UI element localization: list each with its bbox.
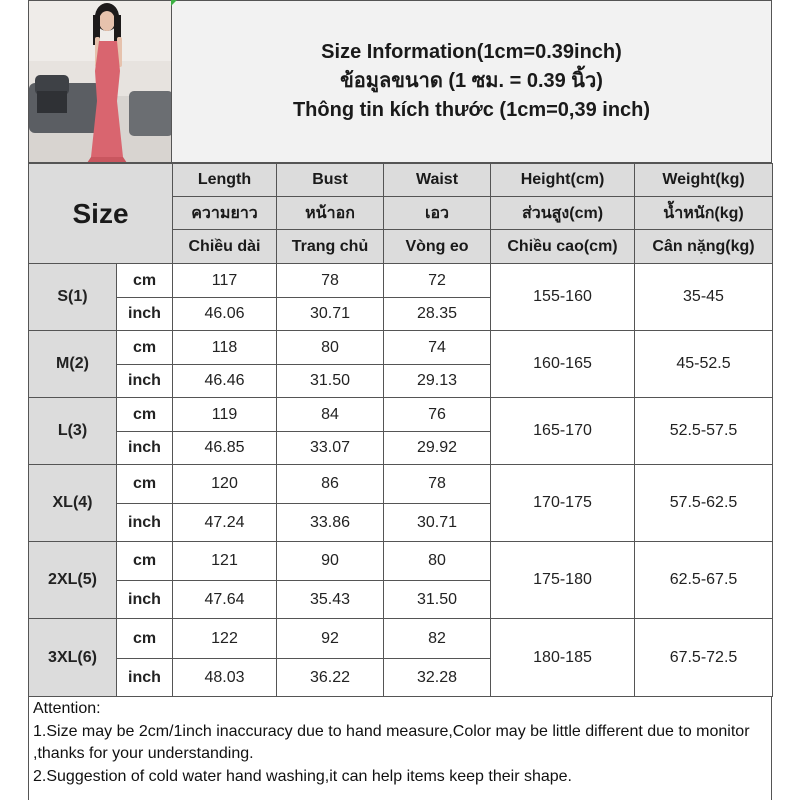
bust-cm: 86: [277, 465, 384, 504]
size-chart: [28, 0, 772, 800]
bust-cm: 92: [277, 619, 384, 659]
size-label: 3XL(6): [29, 619, 117, 697]
table-row: [29, 398, 773, 432]
length-cm: 119: [173, 398, 277, 432]
bust-cm: 90: [277, 542, 384, 581]
bust-inch: 36.22: [277, 659, 384, 697]
length-inch: 48.03: [173, 659, 277, 697]
size-label: L(3): [29, 398, 117, 465]
table-row: [29, 465, 773, 504]
table-row: [29, 619, 773, 659]
unit-inch: inch: [117, 581, 173, 619]
bust-inch: 30.71: [277, 298, 384, 331]
unit-cm: cm: [117, 619, 173, 659]
weight-range: 35-45: [635, 264, 773, 331]
attention-note-2: 2.Suggestion of cold water hand washing,it can help items keep their shape.: [33, 767, 572, 785]
bust-inch: 33.86: [277, 504, 384, 542]
unit-inch: inch: [117, 659, 173, 697]
size-label: M(2): [29, 331, 117, 398]
column-height-en: Height(cm): [491, 164, 635, 197]
waist-inch: 32.28: [384, 659, 491, 697]
waist-inch: 29.92: [384, 432, 491, 465]
unit-inch: inch: [117, 298, 173, 331]
unit-cm: cm: [117, 465, 173, 504]
weight-range: 62.5-67.5: [635, 542, 773, 619]
size-information-title: [172, 0, 772, 163]
column-bust-th: หน้าอก: [277, 197, 384, 230]
column-waist-vi: Vòng eo: [384, 230, 491, 264]
column-waist-th: เอว: [384, 197, 491, 230]
table-row: [29, 542, 773, 581]
column-waist-en: Waist: [384, 164, 491, 197]
height-range: 170-175: [491, 465, 635, 542]
height-range: 180-185: [491, 619, 635, 697]
size-label: XL(4): [29, 465, 117, 542]
table-row: [29, 331, 773, 365]
waist-cm: 80: [384, 542, 491, 581]
length-cm: 117: [173, 264, 277, 298]
waist-cm: 82: [384, 619, 491, 659]
bust-inch: 35.43: [277, 581, 384, 619]
attention-notes: [28, 697, 772, 800]
height-range: 155-160: [491, 264, 635, 331]
waist-cm: 74: [384, 331, 491, 365]
column-height-vi: Chiều cao(cm): [491, 230, 635, 264]
waist-inch: 31.50: [384, 581, 491, 619]
height-range: 160-165: [491, 331, 635, 398]
column-height-th: ส่วนสูง(cm): [491, 197, 635, 230]
weight-range: 45-52.5: [635, 331, 773, 398]
waist-cm: 76: [384, 398, 491, 432]
column-length-vi: Chiều dài: [173, 230, 277, 264]
length-inch: 46.46: [173, 365, 277, 398]
column-weight-en: Weight(kg): [635, 164, 773, 197]
size-column-title: Size: [29, 164, 173, 264]
length-inch: 46.06: [173, 298, 277, 331]
length-cm: 122: [173, 619, 277, 659]
column-weight-vi: Cân nặng(kg): [635, 230, 773, 264]
waist-inch: 28.35: [384, 298, 491, 331]
column-weight-th: น้ำหนัก(kg): [635, 197, 773, 230]
header-row-english: [29, 164, 773, 197]
unit-inch: inch: [117, 432, 173, 465]
column-length-th: ความยาว: [173, 197, 277, 230]
weight-range: 67.5-72.5: [635, 619, 773, 697]
unit-cm: cm: [117, 331, 173, 365]
length-cm: 118: [173, 331, 277, 365]
title-thai: ข้อมูลขนาด (1 ซม. = 0.39 นิ้ว): [340, 70, 603, 92]
length-inch: 47.24: [173, 504, 277, 542]
unit-inch: inch: [117, 365, 173, 398]
length-inch: 46.85: [173, 432, 277, 465]
bust-cm: 78: [277, 264, 384, 298]
size-label: 2XL(5): [29, 542, 117, 619]
waist-cm: 72: [384, 264, 491, 298]
length-cm: 121: [173, 542, 277, 581]
table-row: [29, 264, 773, 298]
height-range: 165-170: [491, 398, 635, 465]
unit-cm: cm: [117, 264, 173, 298]
weight-range: 52.5-57.5: [635, 398, 773, 465]
attention-heading: Attention:: [33, 700, 101, 717]
size-label: S(1): [29, 264, 117, 331]
bust-inch: 33.07: [277, 432, 384, 465]
bust-cm: 80: [277, 331, 384, 365]
title-english: Size Information(1cm=0.39inch): [321, 41, 622, 63]
weight-range: 57.5-62.5: [635, 465, 773, 542]
size-table: [28, 163, 773, 697]
corner-marker: [171, 0, 177, 6]
attention-note-1: 1.Size may be 2cm/1inch inaccuracy due to hand measure,Color may be little different due to monitor ,thanks for your understanding.: [33, 722, 750, 762]
bust-cm: 84: [277, 398, 384, 432]
height-range: 175-180: [491, 542, 635, 619]
column-bust-en: Bust: [277, 164, 384, 197]
unit-cm: cm: [117, 542, 173, 581]
bust-inch: 31.50: [277, 365, 384, 398]
unit-inch: inch: [117, 504, 173, 542]
column-length-en: Length: [173, 164, 277, 197]
title-vietnamese: Thông tin kích thước (1cm=0,39 inch): [292, 99, 651, 121]
length-cm: 120: [173, 465, 277, 504]
waist-cm: 78: [384, 465, 491, 504]
waist-inch: 29.13: [384, 365, 491, 398]
length-inch: 47.64: [173, 581, 277, 619]
product-photo-image: [29, 1, 172, 163]
unit-cm: cm: [117, 398, 173, 432]
product-photo: [28, 0, 172, 163]
column-bust-vi: Trang chủ: [277, 230, 384, 264]
waist-inch: 30.71: [384, 504, 491, 542]
